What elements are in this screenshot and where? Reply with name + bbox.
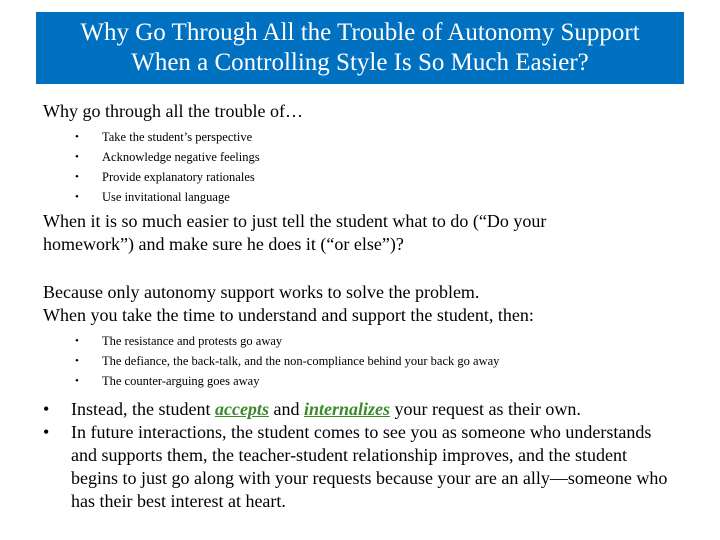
bullet-icon: • <box>75 375 79 387</box>
conclusion-list <box>43 398 675 513</box>
bullet-icon: • <box>43 399 50 419</box>
list-item: • The defiance, the back-talk, and the non-compliance behind your back go away <box>43 351 683 371</box>
list-item: • Instead, the student accepts and internalizes your request as their own. <box>43 399 581 419</box>
slide-title <box>36 12 684 84</box>
list-item: • Provide explanatory rationales <box>43 167 683 187</box>
bullet-icon: • <box>43 422 50 442</box>
intro-text: Why go through all the trouble of… <box>43 101 303 121</box>
highlight-accepts: accepts <box>214 399 269 419</box>
title-line-1: Why Go Through All the Trouble of Autonomy Support <box>80 19 640 46</box>
bullet-icon: • <box>75 191 79 203</box>
answer-line-2: When you take the time to understand and support the student, then: <box>43 305 534 325</box>
list-item: • Use invitational language <box>43 187 683 207</box>
slide-body <box>43 100 683 513</box>
bullet-icon: • <box>75 171 79 183</box>
list-item: • Take the student’s perspective <box>43 127 683 147</box>
answer-line-1: Because only autonomy support works to solve the problem. <box>43 282 480 302</box>
first-bullet-list <box>43 127 683 207</box>
bullet-icon: • <box>75 335 79 347</box>
bullet-icon: • <box>75 151 79 163</box>
question-text: When it is so much easier to just tell the student what to do (“Do your homework”) and make sure he does it (“or else”)? <box>43 211 547 254</box>
highlight-internalizes: internalizes <box>303 399 390 419</box>
bullet-icon: • <box>75 355 79 367</box>
bullet-icon: • <box>75 131 79 143</box>
list-item: • Acknowledge negative feelings <box>43 147 683 167</box>
list-item: • The resistance and protests go away <box>43 331 683 351</box>
list-item: • In future interactions, the student comes to see you as someone who understands and supports them, the teacher-student relationship improves, and the student begins to just go along with your requests because your are an ally—someone who has their best interest at heart. <box>43 422 668 511</box>
title-line-2: When a Controlling Style Is So Much Easier? <box>131 49 589 76</box>
list-item: • The counter-arguing goes away <box>43 371 683 391</box>
second-bullet-list <box>43 331 683 391</box>
